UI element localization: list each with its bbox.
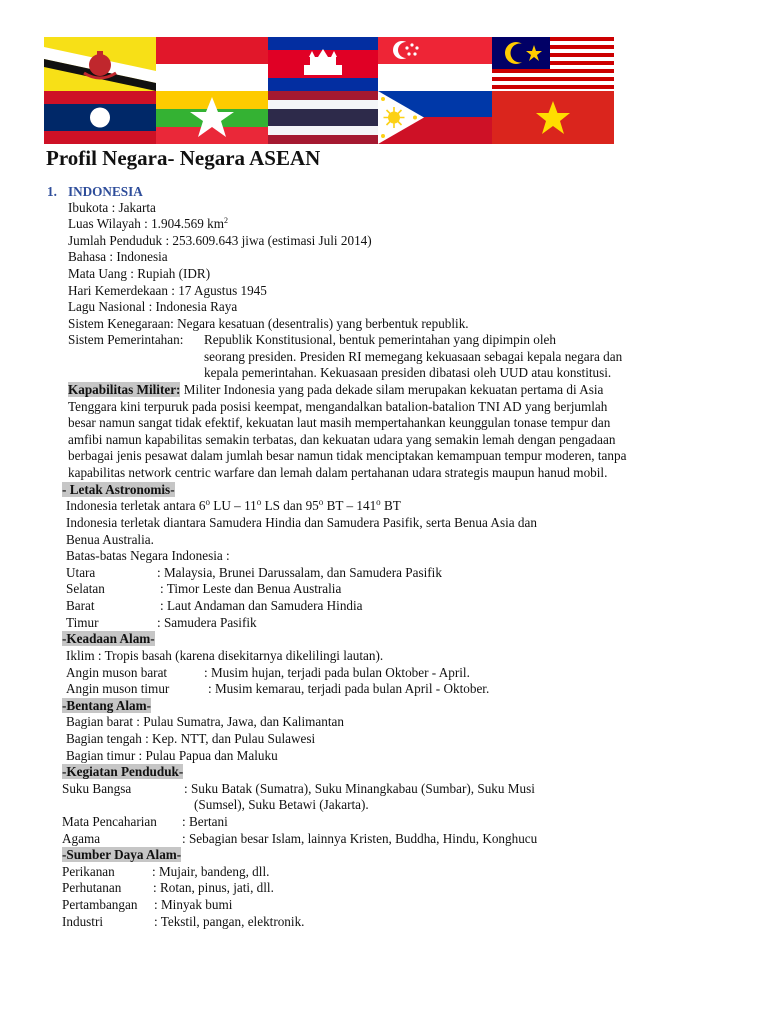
batas-utara-value: : Malaysia, Brunei Darussalam, dan Samudera Pasifik xyxy=(157,565,442,580)
suku-value-line1: : Suku Batak (Sumatra), Suku Minangkabau (Sumbar), Suku Musi xyxy=(184,781,535,796)
brunei-flag-icon xyxy=(44,37,156,91)
militer-line3: besar namun sangat tidak efektif, kekuatan laut masih mempertahankan keunggulan tonase tempur dan xyxy=(68,415,611,430)
myanmar-flag-icon xyxy=(156,91,268,144)
astronomis-heading-text: - Letak Astronomis- xyxy=(62,482,175,497)
suku-value-line2: (Sumsel), Suku Betawi (Jakarta). xyxy=(194,797,369,812)
sda-industri-value: : Tekstil, pangan, elektronik. xyxy=(154,914,305,929)
suku-label: Suku Bangsa xyxy=(62,781,132,796)
militer-line6: kapabilitas network centric warfare dan lemah dalam pertahanan udara strategis maupun hanud mobil. xyxy=(68,465,608,480)
profile-kenegaraan: Sistem Kenegaraan: Negara kesatuan (desentralis) yang berbentuk republik. xyxy=(68,316,469,331)
lat-part-d: BT – 141 xyxy=(323,498,377,513)
sda-industri-label: Industri xyxy=(62,914,104,929)
profile-pemerintahan-label: Sistem Pemerintahan: xyxy=(68,332,184,347)
singapore-flag-icon xyxy=(378,37,492,91)
laos-flag-icon xyxy=(44,91,156,144)
batas-selatan-label: Selatan xyxy=(66,581,105,596)
alam-heading xyxy=(62,631,155,648)
lat-part-e: BT xyxy=(380,498,401,513)
militer-label: Kapabilitas Militer: xyxy=(68,382,181,397)
batas-barat-label: Barat xyxy=(66,598,95,613)
batas-timur-value: : Samudera Pasifik xyxy=(157,615,257,630)
bentang-tengah: Bagian tengah : Kep. NTT, dan Pulau Sulawesi xyxy=(66,731,316,746)
bentang-timur: Bagian timur : Pulau Papua dan Maluku xyxy=(66,748,278,763)
geo-line2: Benua Australia. xyxy=(66,532,154,547)
geo-line1: Indonesia terletak diantara Samudera Hindia dan Samudera Pasifik, serta Benua Asia dan xyxy=(66,515,537,530)
degree-symbol: o xyxy=(376,497,381,507)
sda-perikanan-value: : Mujair, bandeng, dll. xyxy=(152,864,270,879)
alam-iklim: Iklim : Tropis basah (karena disekitarnya dikelilingi lautan). xyxy=(66,648,384,663)
batas-utara-label: Utara xyxy=(66,565,96,580)
mata-pencaharian-label: Mata Pencaharian xyxy=(62,814,157,829)
vietnam-flag-icon xyxy=(492,91,614,144)
agama-value: : Sebagian besar Islam, lainnya Kristen, Buddha, Hindu, Konghucu xyxy=(182,831,538,846)
sda-heading xyxy=(62,847,181,864)
thailand-flag-icon xyxy=(268,91,378,144)
section-number: 1. xyxy=(47,184,57,199)
batas-timur-label: Timur xyxy=(66,615,99,630)
alam-heading-text: -Keadaan Alam- xyxy=(62,631,155,646)
militer-line5: berbagai jenis pesawat dalam jumlah besar namun tidak menciptakan kemampuan tempur moderen, tanpa xyxy=(68,448,627,463)
alam-timur-label: Angin muson timur xyxy=(66,681,170,696)
profile-kemerdekaan: Hari Kemerdekaan : 17 Agustus 1945 xyxy=(68,283,267,298)
agama-label: Agama xyxy=(62,831,101,846)
militer-line1 xyxy=(68,382,603,399)
penduduk-heading-text: -Kegiatan Penduduk- xyxy=(62,764,184,779)
degree-symbol: o xyxy=(256,497,262,507)
sda-perikanan-label: Perikanan xyxy=(62,864,115,879)
profile-luas-text: Luas Wilayah : 1.904.569 km xyxy=(68,216,224,231)
astronomis-heading xyxy=(62,482,175,499)
penduduk-heading xyxy=(62,764,183,781)
profile-luas-sup: 2 xyxy=(224,216,228,225)
bentang-heading xyxy=(62,698,151,715)
bentang-heading-text: -Bentang Alam- xyxy=(62,698,152,713)
profile-lagu: Lagu Nasional : Indonesia Raya xyxy=(68,299,238,314)
page-title: Profil Negara- Negara ASEAN xyxy=(46,146,321,170)
cambodia-flag-icon xyxy=(268,37,378,91)
malaysia-flag-icon xyxy=(492,37,614,91)
bentang-barat: Bagian barat : Pulau Sumatra, Jawa, dan Kalimantan xyxy=(66,714,344,729)
militer-line1-text: Militer Indonesia yang pada dekade silam merupakan kekuatan pertama di Asia xyxy=(180,382,604,397)
mata-pencaharian-value: : Bertani xyxy=(182,814,228,829)
sda-pertambangan-value: : Minyak bumi xyxy=(154,897,233,912)
profile-penduduk: Jumlah Penduduk : 253.609.643 jiwa (estimasi Juli 2014) xyxy=(68,233,372,248)
lat-part-a: Indonesia terletak antara 6 xyxy=(66,498,206,513)
section-heading: INDONESIA xyxy=(68,184,143,199)
profile-ibukota: Ibukota : Jakarta xyxy=(68,200,156,215)
profile-mata-uang: Mata Uang : Rupiah (IDR) xyxy=(68,266,211,281)
militer-line4: amfibi namun kapabilitas semakin terbatas, dan kekuatan udara yang semakin lemah dengan pengadaan xyxy=(68,432,616,447)
indonesia-flag-icon xyxy=(156,37,268,91)
alam-timur-value: : Musim kemarau, terjadi pada bulan April - Oktober. xyxy=(208,681,490,696)
sda-heading-text: -Sumber Daya Alam- xyxy=(62,847,182,862)
militer-line2: Tenggara kini terpuruk pada posisi keempat, mengandalkan batalion-batalion TNI AD yang berjumlah xyxy=(68,399,608,414)
profile-pemerintahan-line2: seorang presiden. Presiden RI memegang kekuasaan sebagai kepala negara dan xyxy=(204,349,623,364)
lat-part-b: LU – 11 xyxy=(210,498,257,513)
sda-pertambangan-label: Pertambangan xyxy=(62,897,138,912)
profile-bahasa: Bahasa : Indonesia xyxy=(68,249,168,264)
profile-pemerintahan-line3: kepala pemerintahan. Kekuasaan presiden dibatasi oleh UUD atau konstitusi. xyxy=(204,365,612,380)
degree-symbol: o xyxy=(205,497,210,507)
sda-perhutanan-label: Perhutanan xyxy=(62,880,122,895)
alam-barat-value: : Musim hujan, terjadi pada bulan Oktober - April. xyxy=(204,665,470,680)
lat-part-c: LS dan 95 xyxy=(261,498,319,513)
asean-flags-banner xyxy=(44,37,614,144)
batas-title: Batas-batas Negara Indonesia : xyxy=(66,548,230,563)
batas-selatan-value: : Timor Leste dan Benua Australia xyxy=(160,581,342,596)
degree-symbol: o xyxy=(318,497,324,507)
alam-barat-label: Angin muson barat xyxy=(66,665,168,680)
philippines-flag-icon xyxy=(378,91,492,144)
profile-pemerintahan-line1: Republik Konstitusional, bentuk pemerintahan yang dipimpin oleh xyxy=(204,332,556,347)
batas-barat-value: : Laut Andaman dan Samudera Hindia xyxy=(160,598,363,613)
astronomis-coordinates xyxy=(66,498,401,515)
sda-perhutanan-value: : Rotan, pinus, jati, dll. xyxy=(153,880,274,895)
profile-luas xyxy=(68,216,228,233)
